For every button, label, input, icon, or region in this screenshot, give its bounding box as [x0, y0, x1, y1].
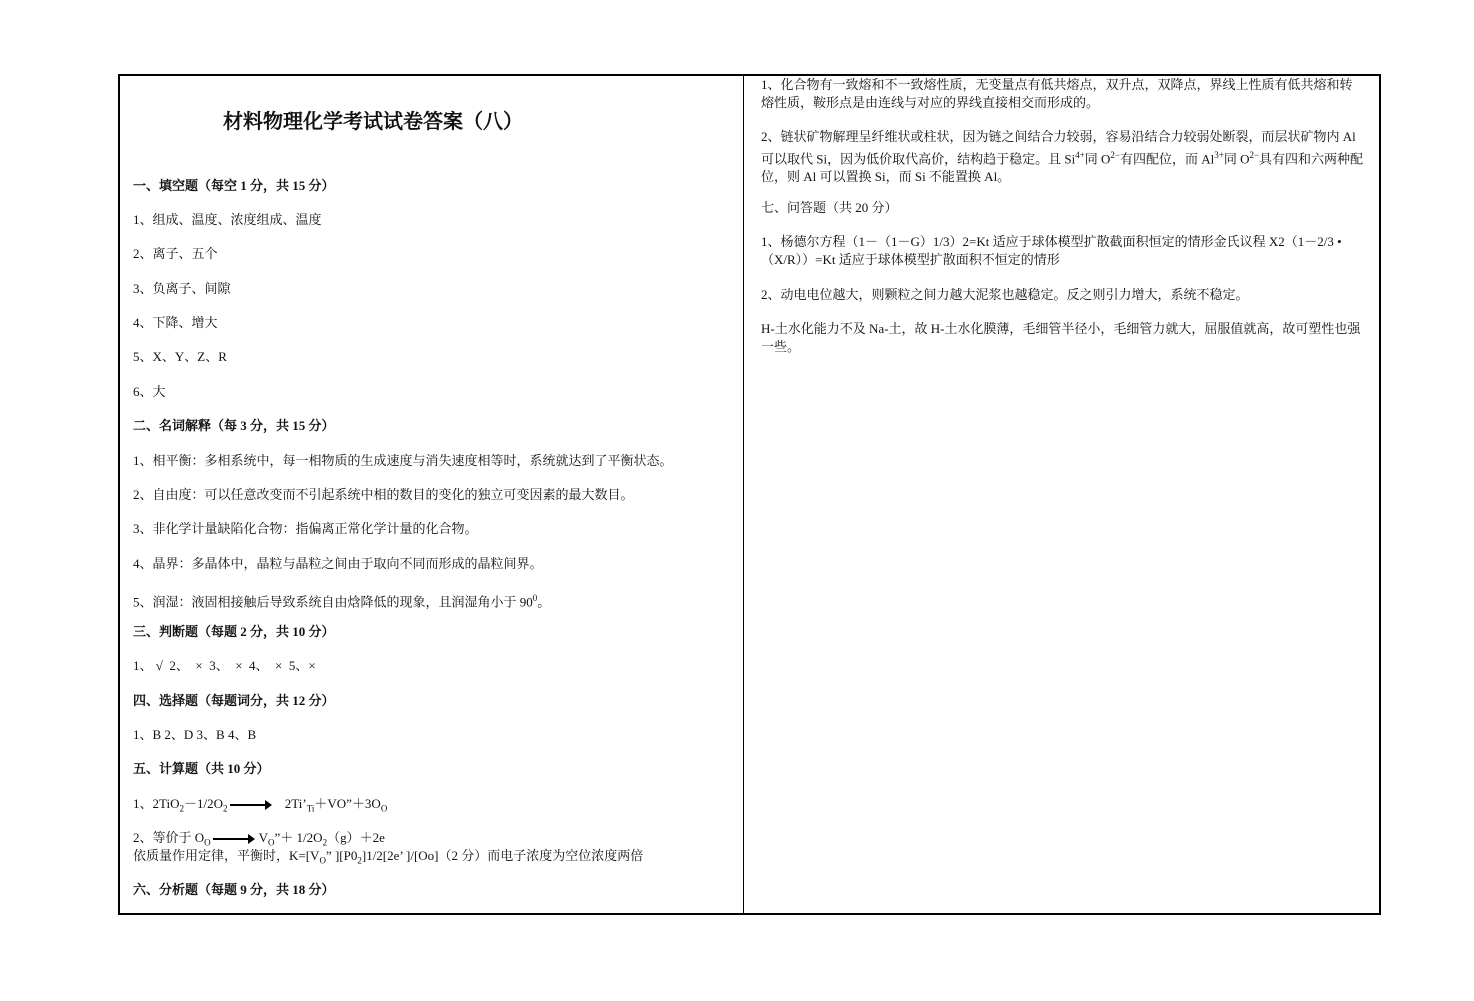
column-divider	[743, 75, 744, 913]
text: 2、等价于 O	[133, 830, 205, 845]
text: 依质量作用定律，平衡时，K=[V	[133, 848, 320, 863]
equation-1	[133, 795, 387, 818]
answer-item: 5、X、Y、Z、R	[133, 349, 227, 364]
section-heading-terms: 二、名词解释（每 3 分，共 15 分）	[133, 418, 335, 433]
answer-item: 1、组成、温度、浓度组成、温度	[133, 212, 322, 227]
answer-item: 4、晶界：多晶体中，晶粒与晶粒之间由于取向不同而形成的晶粒间界。	[133, 556, 543, 571]
subscript: O	[268, 837, 275, 848]
text: 1、2TiO	[133, 796, 180, 811]
text: ” ][P0	[325, 848, 358, 863]
answer-item: 4、下降、增大	[133, 315, 218, 330]
superscript: 2−	[1249, 150, 1260, 160]
text: V	[258, 830, 269, 845]
qa-answer-1: 1、杨德尔方程（1－（1－G）1/3）2=Kt 适应于球体模型扩散截面积恒定的情形金氏议程 X2（1－2/3 •（X/R））=Kt 适应于球体模型扩散面积不恒定的情形	[761, 234, 1342, 267]
subscript: O	[380, 803, 388, 814]
answer-item: 1、B 2、D 3、B 4、B	[133, 727, 257, 742]
answer-item: 1、相平衡：多相系统中，每一相物质的生成速度与消失速度相等时，系统就达到了平衡状态。	[133, 453, 673, 468]
page-title: 材料物理化学考试试卷答案（八）	[223, 111, 523, 133]
text: 同 O	[1223, 151, 1250, 167]
subscript: Ti	[306, 803, 315, 814]
subscript: O	[204, 837, 211, 848]
superscript: 4+	[1075, 150, 1085, 160]
reaction-arrow-icon	[213, 838, 253, 840]
subscript: 2	[322, 837, 328, 848]
subscript: 2	[179, 803, 184, 814]
answer-item	[133, 589, 550, 611]
text: （g）＋2e	[327, 830, 385, 845]
analysis-answer-1: 1、化合物有一致熔和不一致熔性质，无变量点有低共熔点，双升点，双降点，界线上性质有低共熔和转熔性质，鞍形点是由连线与对应的界线直接相交而形成的。	[761, 77, 1353, 110]
text: 同 O	[1084, 151, 1111, 167]
section-heading-qa: 七、问答题（共 20 分）	[761, 200, 898, 215]
reaction-arrow-icon	[230, 804, 270, 806]
section-heading-judgement: 三、判断题（每题 2 分，共 10 分）	[133, 624, 335, 639]
text: 具有四和六两种配位，则 Al 可以置换 Si，而 Si 不能置换 Al。	[761, 151, 1364, 185]
answer-item: 3、非化学计量缺陷化合物：指偏离正常化学计量的化合物。	[133, 521, 478, 536]
answer-item: 1、 √ 2、 × 3、 × 4、 × 5、×	[133, 658, 316, 673]
text: 。	[537, 594, 551, 610]
text: 2Ti’	[284, 796, 307, 811]
qa-answer-2: 2、动电电位越大，则颗粒之间力越大泥浆也越稳定。反之则引力增大，系统不稳定。	[761, 287, 1249, 302]
text: ＋VO”＋3O	[314, 796, 381, 811]
text: 2、链状矿物解理呈纤维状或柱状，因为链之间结合力较弱，容易沿结合力较弱处断裂，而层状矿物内 Al 可以取代 Si，因为低价取代高价，结构趋于稳定。且 Si	[761, 129, 1356, 167]
superscript: 2−	[1110, 150, 1120, 160]
answer-item: 3、负离子、间隙	[133, 281, 231, 296]
subscript: 2	[357, 855, 362, 866]
section-heading-analysis: 六、分析题（每题 9 分，共 18 分）	[133, 882, 335, 897]
superscript: 0	[532, 593, 538, 603]
subscript: 2	[223, 803, 228, 814]
text: －1/2O	[183, 796, 223, 811]
text: ]1/2[2e’ ]/[Oo]（2 分）而电子浓度为空位浓度两倍	[361, 848, 644, 863]
section-heading-fill-blank: 一、填空题（每空 1 分，共 15 分）	[133, 178, 335, 193]
answer-item: 6、大	[133, 384, 166, 399]
section-heading-choice: 四、选择题（每题词分，共 12 分）	[133, 693, 335, 708]
qa-answer-3: H-土水化能力不及 Na-土，故 H-土水化膜薄，毛细管半径小，毛细管力就大，屈服值就高，故可塑性也强一些。	[761, 321, 1361, 354]
subscript: O	[319, 855, 326, 866]
text: 有四配位，而 Al	[1119, 151, 1215, 167]
section-heading-calculation: 五、计算题（共 10 分）	[133, 761, 270, 776]
text: ”＋ 1/2O	[274, 830, 323, 845]
analysis-answer-2	[761, 128, 1365, 186]
answer-item: 2、离子、五个	[133, 246, 218, 261]
superscript: 3+	[1214, 150, 1224, 160]
equation-3	[133, 847, 643, 870]
text: 5、润湿：液固相接触后导致系统自由焓降低的现象，且润湿角小于 90	[133, 594, 533, 610]
answer-item: 2、自由度：可以任意改变而不引起系统中相的数目的变化的独立可变因素的最大数目。	[133, 487, 634, 502]
